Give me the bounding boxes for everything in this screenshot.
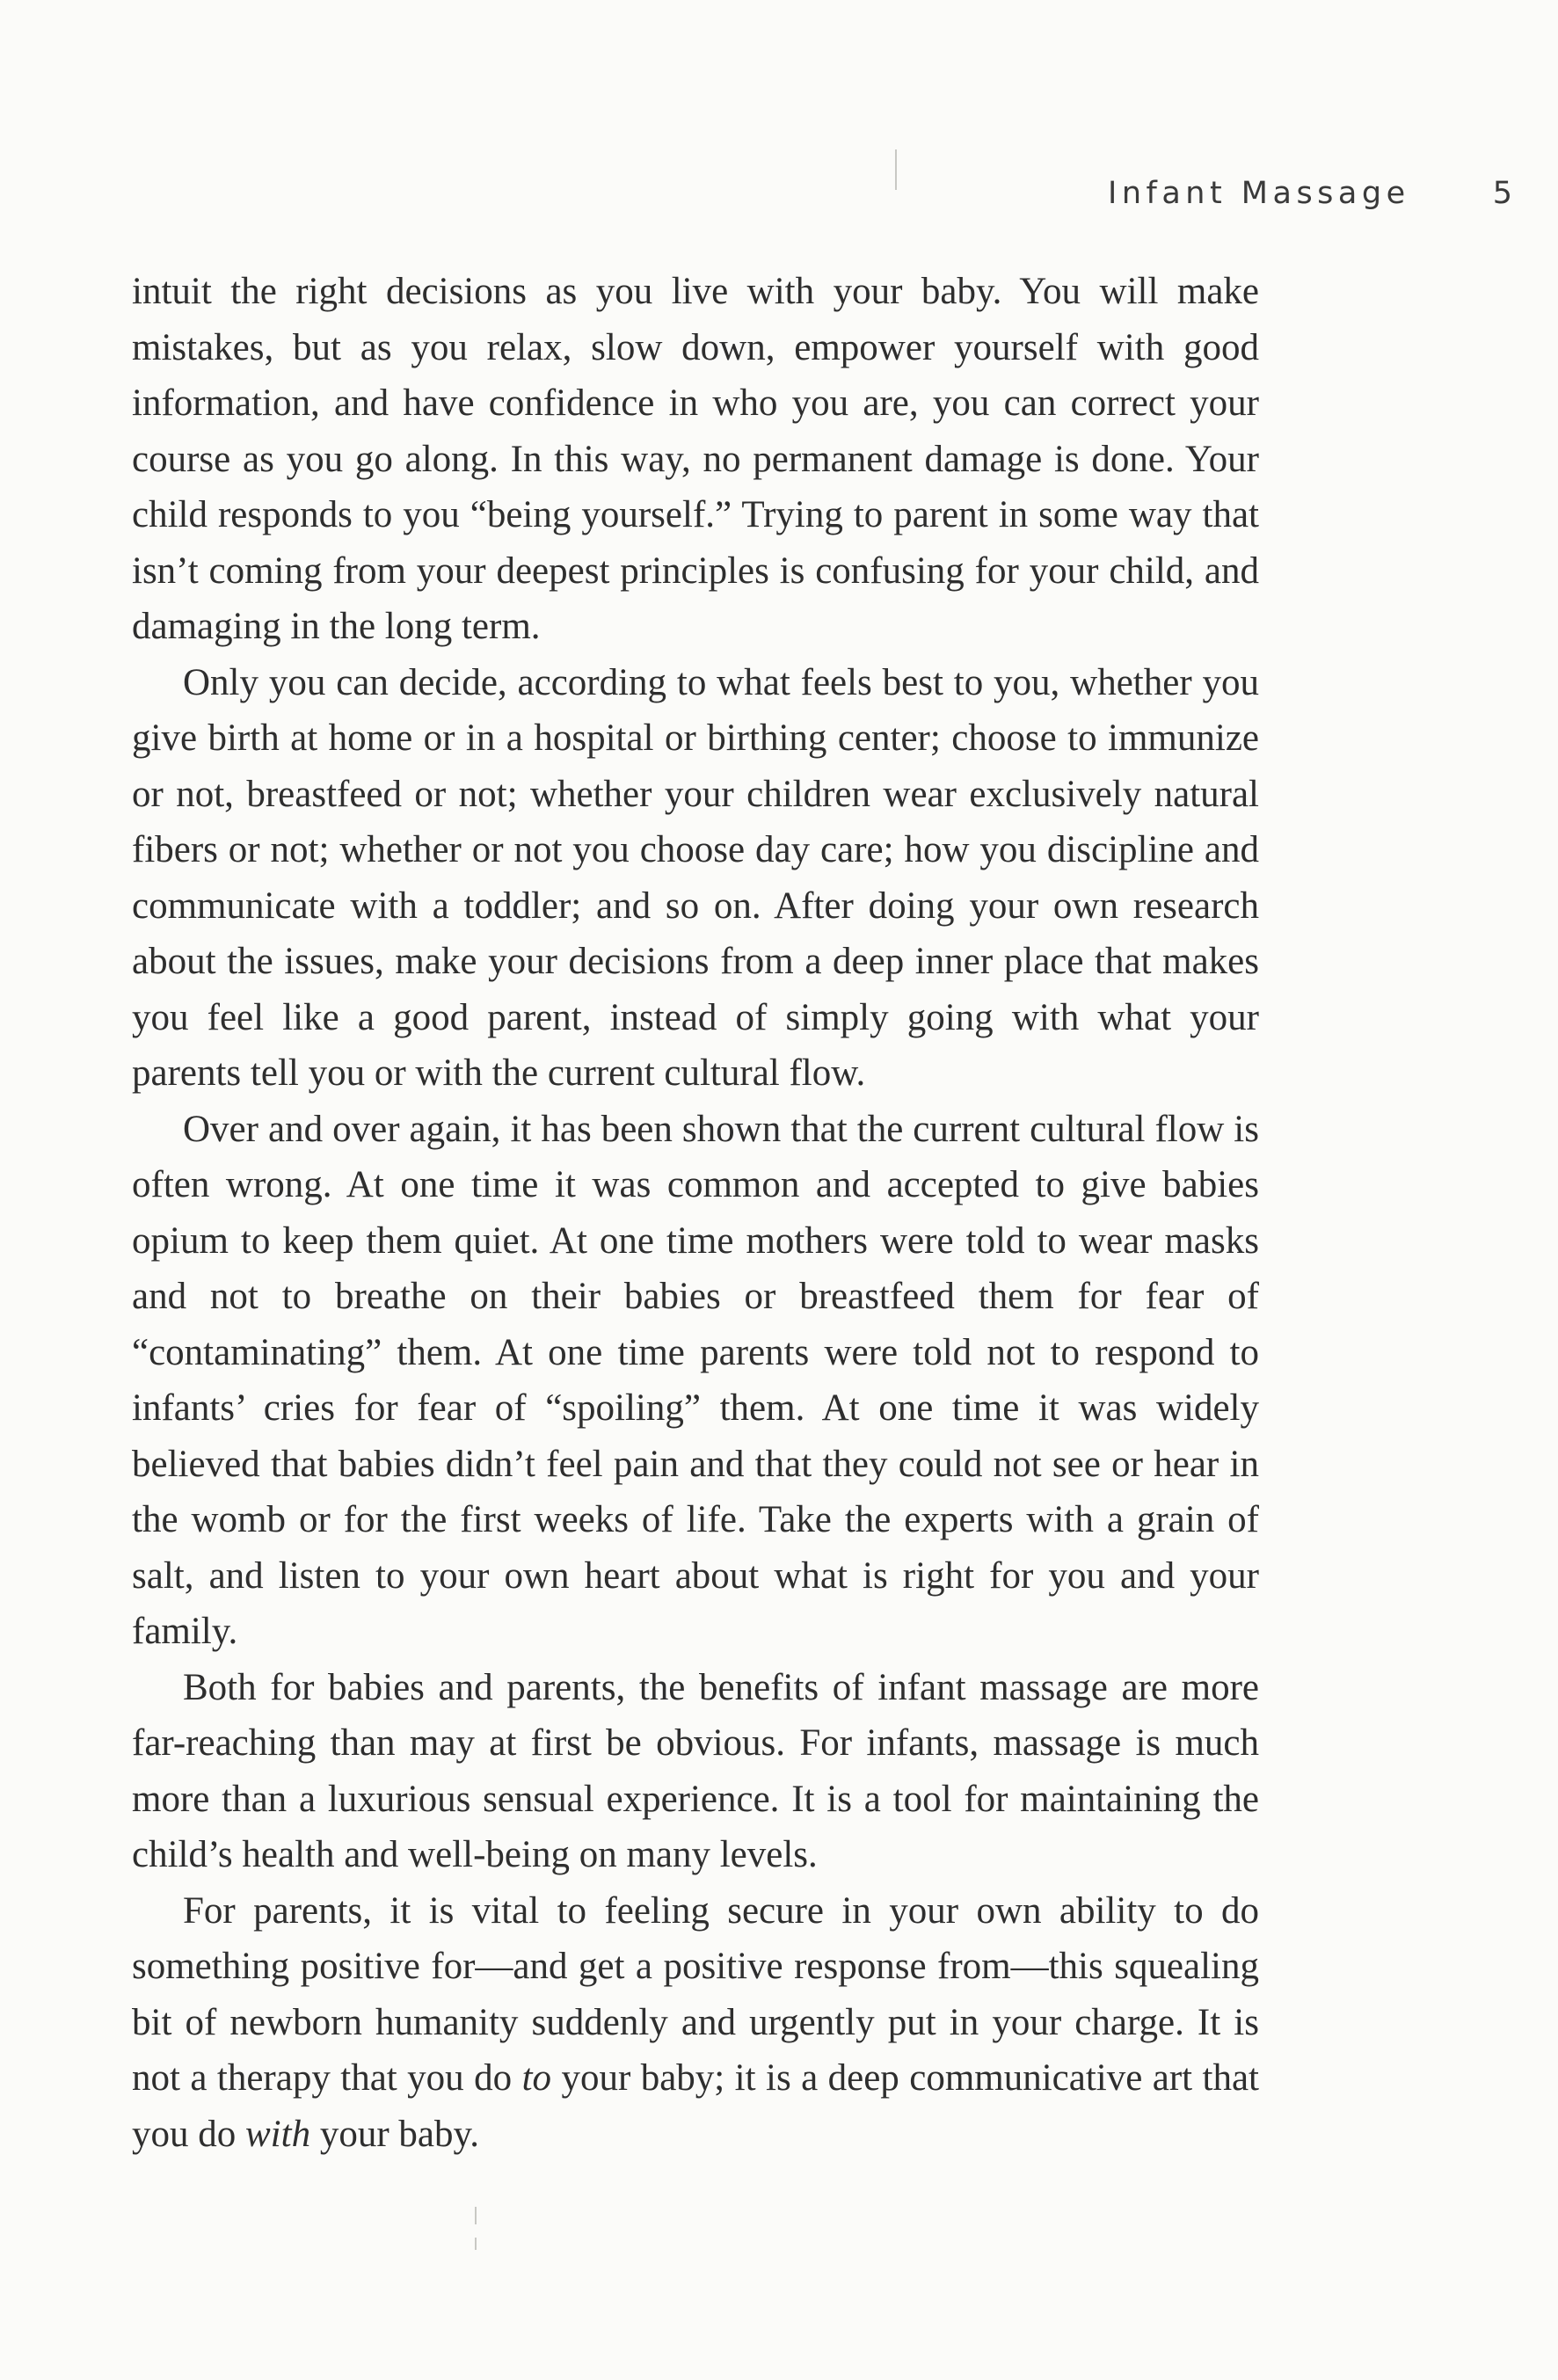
emphasis-to: to bbox=[521, 2057, 552, 2099]
running-head-title: Infant Massage bbox=[1108, 176, 1410, 211]
paragraph-5-part-1: For parents, it is vital to feeling secure in your own ability to do something positive for—and get a positive response from—this squealing bit of newborn humanity suddenly and urgently put in your charge. It is not a therapy that you do bbox=[132, 1889, 1259, 2099]
scan-speck bbox=[475, 2238, 477, 2250]
body-text bbox=[132, 264, 1259, 2162]
paragraph-5 bbox=[132, 1883, 1259, 2163]
scan-speck bbox=[895, 149, 897, 190]
scan-speck bbox=[475, 2207, 477, 2224]
running-head bbox=[1073, 176, 1512, 229]
paragraph-1: intuit the right decisions as you live with your baby. You will make mistakes, but as you relax, slow down, empower yourself with good information, and have confidence in who you are, you can correct your course as you go along. In this way, no permanent damage is done. Your child responds to you “being yourself.” Trying to parent in some way that isn’t coming from your deepest principles is confusing for your child, and damaging in the long term. bbox=[132, 271, 1259, 647]
paragraph-3: Over and over again, it has been shown that the current cultural flow is often wrong. At one time it was common and accepted to give babies opium to keep them quiet. At one time mothers were told to wear masks and not to breathe on their babies or breastfeed them for fear of “contaminating” them. At one time parents were told not to respond to infants’ cries for fear of “spoiling” them. At one time it was widely believed that babies didn’t feel pain and that they could not see or hear in the womb or for the first weeks of life. Take the experts with a grain of salt, and listen to your own heart about what is right for you and your family. bbox=[132, 1108, 1259, 1652]
paragraph-2: Only you can decide, according to what feels best to you, whether you give birth at home or in a hospital or birthing center; choose to immunize or not, breastfeed or not; whether your children wear exclusively natural fibers or not; whether or not you choose day care; how you discipline and communicate with a toddler; and so on. After doing your own research about the issues, make your decisions from a deep inner place that makes you feel like a good parent, instead of simply going with what your parents tell you or with the current cultural flow. bbox=[132, 661, 1259, 1094]
emphasis-with: with bbox=[245, 2113, 311, 2155]
paragraph-5-part-3: your baby. bbox=[310, 2113, 479, 2155]
paragraph-5-part-2: your baby; it is a deep communicative art that you do bbox=[132, 2057, 1260, 2155]
paragraph-4: Both for babies and parents, the benefits of infant massage are more far-reaching than may at first be obvious. For infants, massage is much more than a luxurious sensual experience. It is a tool for maintaining the child’s health and well-being on many levels. bbox=[132, 1666, 1259, 1875]
page-number: 5 bbox=[1492, 176, 1512, 211]
